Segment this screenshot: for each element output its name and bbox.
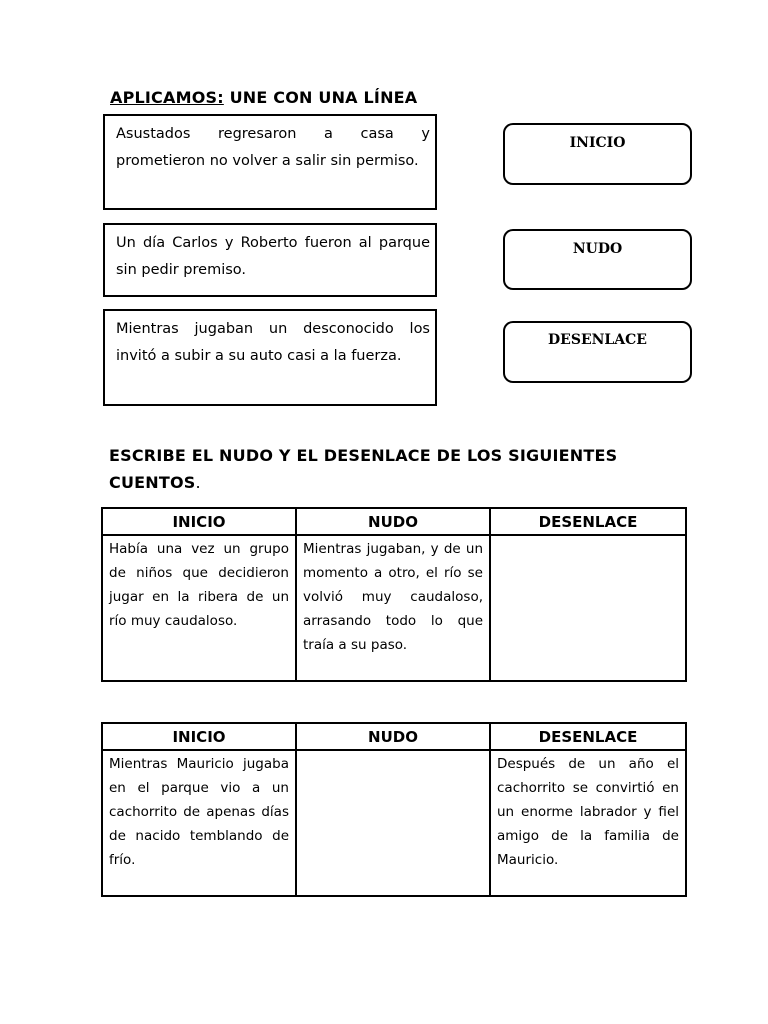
cell-inicio: Mientras Mauricio jugaba en el parque vio a un cachorrito de apenas días de nacido temblando de frío. xyxy=(102,750,296,896)
part-box-nudo: NUDO xyxy=(503,229,692,290)
table-row xyxy=(102,750,686,896)
part-box-desenlace: DESENLACE xyxy=(503,321,692,383)
header-desenlace: DESENLACE xyxy=(490,508,686,535)
sentence-box-3: Mientras jugaban un desconocido los invitó a subir a su auto casi a la fuerza. xyxy=(103,309,437,406)
table-header-row xyxy=(102,508,686,535)
header-inicio: INICIO xyxy=(102,508,296,535)
sentence-box-2: Un día Carlos y Roberto fueron al parque sin pedir premiso. xyxy=(103,223,437,297)
table-row xyxy=(102,535,686,681)
sentence-box-1: Asustados regresaron a casa y prometieron no volver a salir sin permiso. xyxy=(103,114,437,210)
story-table-2 xyxy=(101,722,687,897)
header-nudo: NUDO xyxy=(296,723,490,750)
part-box-inicio: INICIO xyxy=(503,123,692,185)
section2-title-text: ESCRIBE EL NUDO Y EL DESENLACE DE LOS SIGUIENTES CUENTOS xyxy=(109,446,618,492)
header-inicio: INICIO xyxy=(102,723,296,750)
cell-nudo: Mientras jugaban, y de un momento a otro, el río se volvió muy caudaloso, arrasando todo lo que traía a su paso. xyxy=(296,535,490,681)
header-desenlace: DESENLACE xyxy=(490,723,686,750)
cell-desenlace[interactable] xyxy=(490,535,686,681)
section1-title xyxy=(110,88,417,107)
table-header-row xyxy=(102,723,686,750)
cell-desenlace: Después de un año el cachorrito se convirtió en un enorme labrador y fiel amigo de la familia de Mauricio. xyxy=(490,750,686,896)
section2-title xyxy=(109,442,689,496)
section1-title-rest: UNE CON UNA LÍNEA xyxy=(223,88,418,107)
header-nudo: NUDO xyxy=(296,508,490,535)
cell-inicio: Había una vez un grupo de niños que decidieron jugar en la ribera de un río muy caudaloso. xyxy=(102,535,296,681)
cell-nudo[interactable] xyxy=(296,750,490,896)
section1-title-prefix: APLICAMOS: xyxy=(110,88,224,107)
story-table-1 xyxy=(101,507,687,682)
section2-title-period: . xyxy=(195,473,201,492)
